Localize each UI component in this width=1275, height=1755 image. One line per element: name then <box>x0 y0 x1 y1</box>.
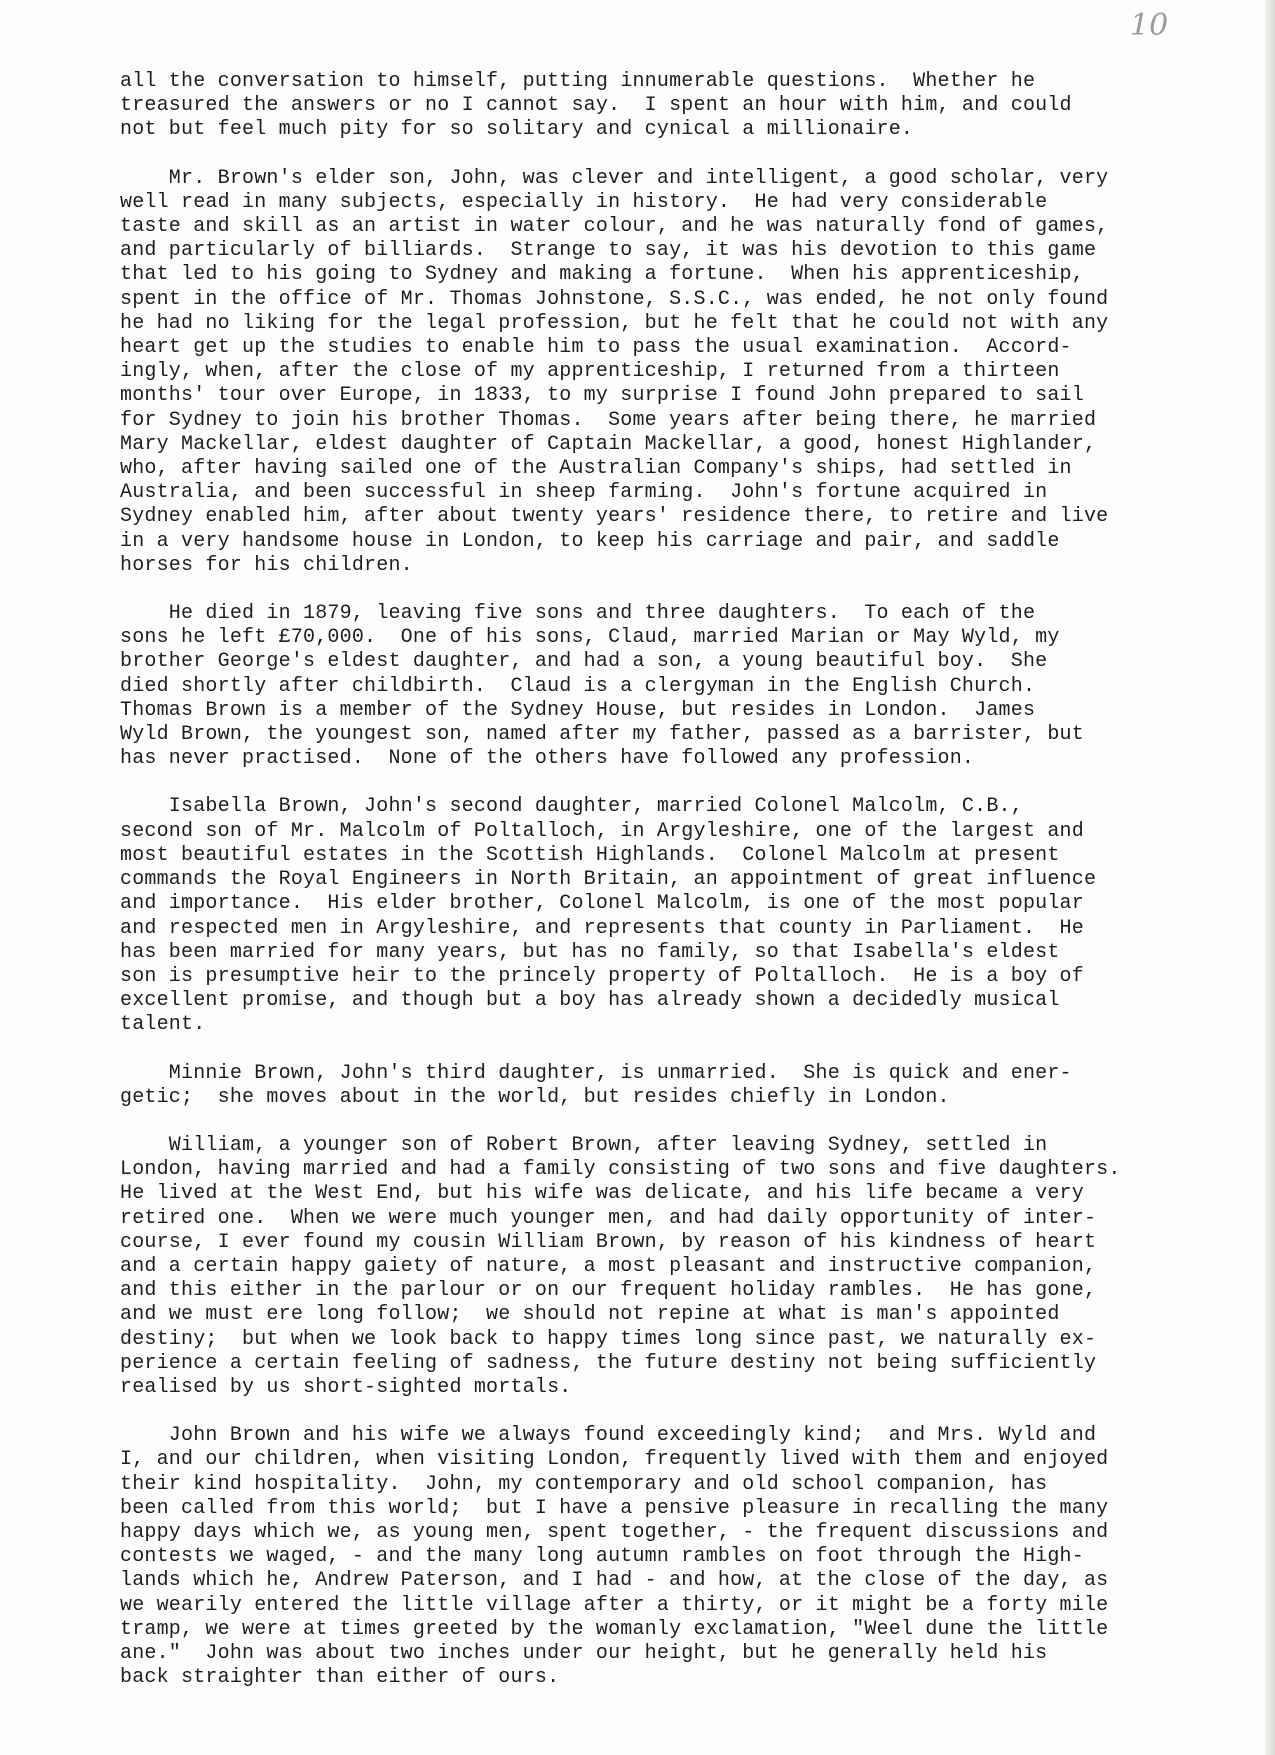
paragraph-7 <box>120 1424 1210 1690</box>
text-line: getic; she moves about in the world, but resides chiefly in London. <box>120 1085 950 1109</box>
text-line: that led to his going to Sydney and making a fortune. When his apprenticeship, <box>120 263 1084 287</box>
text-line: and particularly of billiards. Strange to say, it was his devotion to this game <box>120 239 1097 263</box>
text-line: spent in the office of Mr. Thomas Johnstone, S.S.C., was ended, he not only found <box>120 287 1109 311</box>
text-line: horses for his children. <box>120 553 413 577</box>
paragraph-6 <box>120 1134 1210 1400</box>
text-line: their kind hospitality. John, my contemporary and old school companion, has <box>120 1472 1048 1496</box>
text-line: months' tour over Europe, in 1833, to my surprise I found John prepared to sail <box>120 384 1084 408</box>
text-line: and respected men in Argyleshire, and represents that county in Parliament. He <box>120 916 1084 940</box>
text-line: lands which he, Andrew Paterson, and I had - and how, at the close of the day, as <box>120 1569 1109 1593</box>
text-line: treasured the answers or no I cannot say. I spent an hour with him, and could <box>120 94 1072 118</box>
text-line: I, and our children, when visiting London, frequently lived with them and enjoyed <box>120 1448 1109 1472</box>
text-line: He lived at the West End, but his wife was delicate, and his life became a very <box>120 1182 1084 1206</box>
text-line: Mr. Brown's elder son, John, was clever and intelligent, a good scholar, very <box>120 166 1109 190</box>
page-edge-shadow <box>1265 0 1275 1755</box>
text-line: ingly, when, after the close of my apprenticeship, I returned from a thirteen <box>120 360 1060 384</box>
text-line: London, having married and had a family consisting of two sons and five daughters. <box>120 1158 1121 1182</box>
text-line: realised by us short-sighted mortals. <box>120 1375 572 1399</box>
text-line: been called from this world; but I have a pensive pleasure in recalling the many <box>120 1496 1109 1520</box>
text-line: Australia, and been successful in sheep farming. John's fortune acquired in <box>120 481 1048 505</box>
text-line: and we must ere long follow; we should not repine at what is man's appointed <box>120 1303 1060 1327</box>
text-line: well read in many subjects, especially in history. He had very considerable <box>120 190 1048 214</box>
text-line: course, I ever found my cousin William Brown, by reason of his kindness of heart <box>120 1230 1097 1254</box>
text-line: has been married for many years, but has no family, so that Isabella's eldest <box>120 940 1060 964</box>
text-line: Thomas Brown is a member of the Sydney House, but resides in London. James <box>120 698 1036 722</box>
text-line: he had no liking for the legal profession, but he felt that he could not with any <box>120 311 1109 335</box>
text-line: excellent promise, and though but a boy has already shown a decidedly musical <box>120 989 1060 1013</box>
text-line: retired one. When we were much younger men, and had daily opportunity of inter- <box>120 1206 1097 1230</box>
text-line: Mary Mackellar, eldest daughter of Captain Mackellar, a good, honest Highlander, <box>120 432 1097 456</box>
text-line: died shortly after childbirth. Claud is a clergyman in the English Church. <box>120 674 1036 698</box>
text-line: has never practised. None of the others have followed any profession. <box>120 747 975 771</box>
text-line: happy days which we, as young men, spent together, - the frequent discussions and <box>120 1520 1109 1544</box>
text-line: Minnie Brown, John's third daughter, is unmarried. She is quick and ener- <box>120 1061 1072 1085</box>
paragraph-5 <box>120 1062 1210 1110</box>
text-line: He died in 1879, leaving five sons and three daughters. To each of the <box>120 602 1036 626</box>
text-line: we wearily entered the little village after a thirty, or it might be a forty mile <box>120 1593 1109 1617</box>
text-line: in a very handsome house in London, to keep his carriage and pair, and saddle <box>120 529 1060 553</box>
text-line: second son of Mr. Malcolm of Poltalloch, in Argyleshire, one of the largest and <box>120 819 1084 843</box>
text-line: William, a younger son of Robert Brown, after leaving Sydney, settled in <box>120 1133 1048 1157</box>
text-line: talent. <box>120 1013 206 1037</box>
text-line: Sydney enabled him, after about twenty years' residence there, to retire and live <box>120 505 1109 529</box>
text-line: brother George's eldest daughter, and had a son, a young beautiful boy. She <box>120 650 1048 674</box>
text-line: most beautiful estates in the Scottish Highlands. Colonel Malcolm at present <box>120 843 1060 867</box>
typed-text-body <box>120 70 1210 1714</box>
text-line: Wyld Brown, the youngest son, named after my father, passed as a barrister, but <box>120 723 1084 747</box>
text-line: ane." John was about two inches under our height, but he generally held his <box>120 1641 1048 1665</box>
text-line: destiny; but when we look back to happy times long since past, we naturally ex- <box>120 1327 1097 1351</box>
text-line: and importance. His elder brother, Colonel Malcolm, is one of the most popular <box>120 892 1084 916</box>
text-line: for Sydney to join his brother Thomas. Some years after being there, he married <box>120 408 1097 432</box>
text-line: and this either in the parlour or on our frequent holiday rambles. He has gone, <box>120 1279 1097 1303</box>
text-line: Isabella Brown, John's second daughter, married Colonel Malcolm, C.B., <box>120 795 1023 819</box>
text-line: back straighter than either of ours. <box>120 1666 560 1690</box>
text-line: all the conversation to himself, putting innumerable questions. Whether he <box>120 70 1036 93</box>
text-line: John Brown and his wife we always found exceedingly kind; and Mrs. Wyld and <box>120 1424 1097 1448</box>
text-line: taste and skill as an artist in water colour, and he was naturally fond of games, <box>120 215 1109 239</box>
paragraph-3 <box>120 602 1210 771</box>
text-line: who, after having sailed one of the Australian Company's ships, had settled in <box>120 457 1072 481</box>
text-line: and a certain happy gaiety of nature, a most pleasant and instructive companion, <box>120 1254 1097 1278</box>
paragraph-1 <box>120 70 1210 143</box>
page-number: 10 <box>1130 8 1169 43</box>
text-line: tramp, we were at times greeted by the womanly exclamation, "Weel dune the little <box>120 1617 1109 1641</box>
text-line: contests we waged, - and the many long autumn rambles on foot through the High- <box>120 1545 1084 1569</box>
text-line: commands the Royal Engineers in North Britain, an appointment of great influence <box>120 868 1097 892</box>
paragraph-4 <box>120 795 1210 1037</box>
text-line: son is presumptive heir to the princely property of Poltalloch. He is a boy of <box>120 964 1084 988</box>
text-line: heart get up the studies to enable him to pass the usual examination. Accord- <box>120 336 1072 360</box>
paragraph-2 <box>120 167 1210 578</box>
text-line: perience a certain feeling of sadness, the future destiny not being sufficiently <box>120 1351 1097 1375</box>
text-line: not but feel much pity for so solitary and cynical a millionaire. <box>120 118 914 142</box>
text-line: sons he left £70,000. One of his sons, Claud, married Marian or May Wyld, my <box>120 626 1060 650</box>
